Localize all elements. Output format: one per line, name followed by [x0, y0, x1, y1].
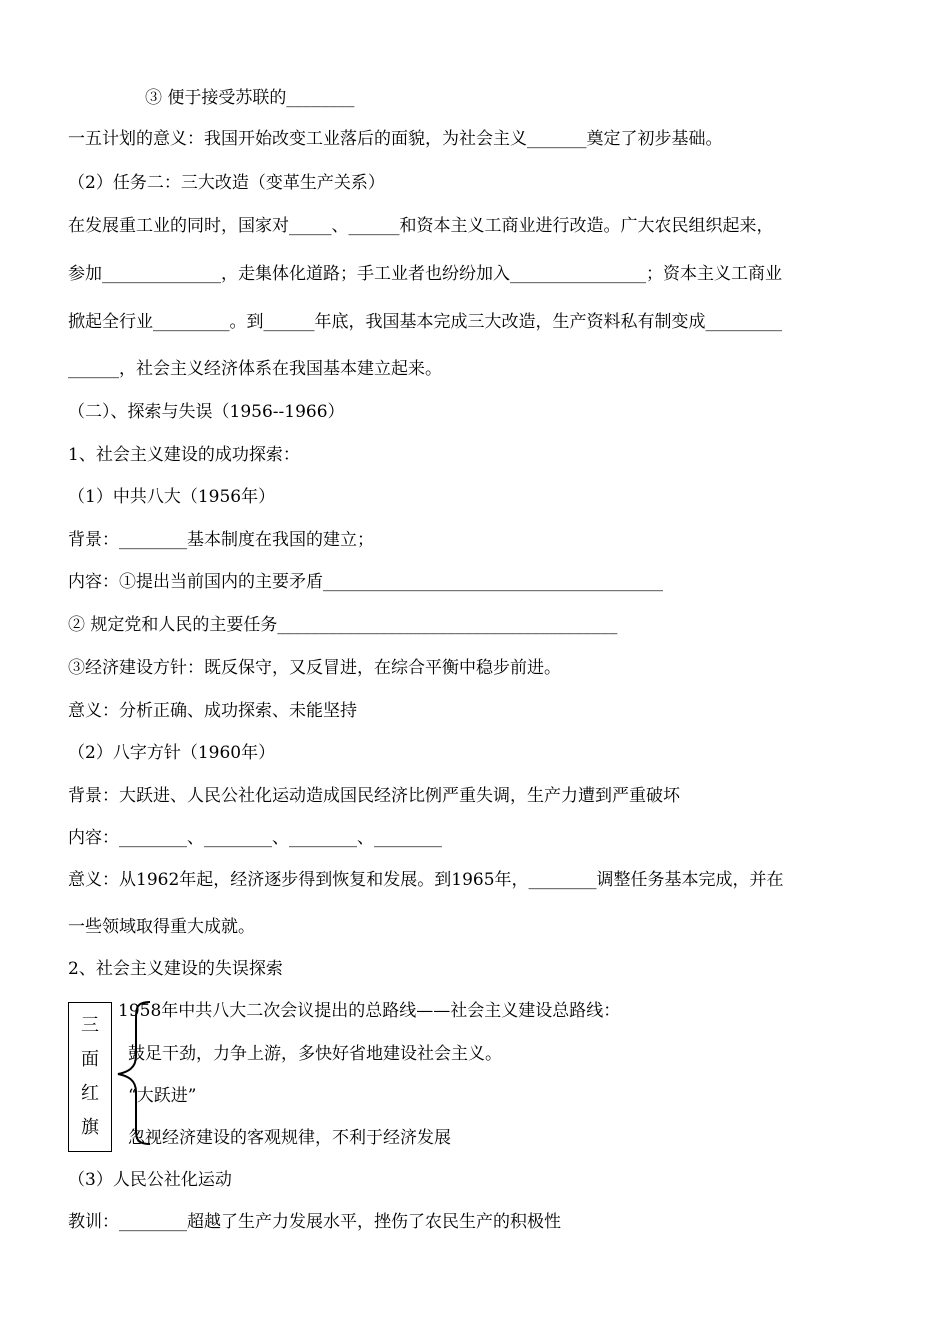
text-line: ③经济建设方针：既反保守，又反冒进，在综合平衡中稳步前进。 [68, 658, 561, 678]
box-char: 三 [81, 1015, 99, 1036]
brace-line-slogan: 鼓足干劲，力争上游，多快好省地建设社会主义。 [128, 1044, 502, 1064]
box-char: 红 [81, 1083, 99, 1104]
section-heading: （二）、探索与失误（1956--1966） [68, 402, 345, 422]
text-line: 背景：________基本制度在我国的建立； [68, 530, 374, 550]
text-line: 教训：________超越了生产力发展水平，挫伤了农民生产的积极性 [68, 1212, 561, 1232]
section-heading: （3）人民公社化运动 [68, 1170, 232, 1190]
text-line: 内容：①提出当前国内的主要矛盾________________________________________ [68, 572, 663, 592]
text-line: ③ 便于接受苏联的________ [145, 88, 355, 108]
brace-line-consequence: 忽视经济建设的客观规律，不利于经济发展 [128, 1128, 451, 1148]
box-char: 面 [81, 1049, 99, 1070]
section-heading: （2）任务二：三大改造（变革生产关系） [68, 173, 385, 193]
brace-line-general-line: 1958年中共八大二次会议提出的总路线——社会主义建设总路线： [118, 1001, 621, 1021]
text-line: 背景：大跃进、人民公社化运动造成国民经济比例严重失调，生产力遭到严重破坏 [68, 786, 680, 806]
text-line: ______，社会主义经济体系在我国基本建立起来。 [68, 359, 442, 379]
section-heading: 2、社会主义建设的失误探索 [68, 959, 283, 979]
text-line: 内容：________、________、________、________ [68, 828, 442, 848]
text-line: 在发展重工业的同时，国家对_____、______和资本主义工商业进行改造。广大农民组织起来， [68, 216, 774, 236]
text-line: 意义：从1962年起，经济逐步得到恢复和发展。到1965年，________调整任务基本完成，并在 [68, 870, 784, 890]
three-red-flags-box [68, 1002, 112, 1152]
section-heading: 1、社会主义建设的成功探索： [68, 445, 300, 465]
text-line: 掀起全行业_________。到______年底，我国基本完成三大改造，生产资料私有制变成_________ [68, 312, 782, 332]
text-line: 一些领域取得重大成就。 [68, 917, 255, 937]
text-line: 意义：分析正确、成功探索、未能坚持 [68, 701, 357, 721]
text-line: ② 规定党和人民的主要任务________________________________________ [68, 615, 618, 635]
text-line: 参加______________，走集体化道路；手工业者也纷纷加入________________；资本主义工商业 [68, 264, 782, 284]
box-char: 旗 [81, 1117, 99, 1138]
text-line: 一五计划的意义：我国开始改变工业落后的面貌，为社会主义_______奠定了初步基础。 [68, 129, 723, 149]
section-heading: （1）中共八大（1956年） [68, 487, 276, 507]
section-heading: （2）八字方针（1960年） [68, 743, 276, 763]
brace-line-great-leap: “大跃进” [128, 1086, 197, 1106]
